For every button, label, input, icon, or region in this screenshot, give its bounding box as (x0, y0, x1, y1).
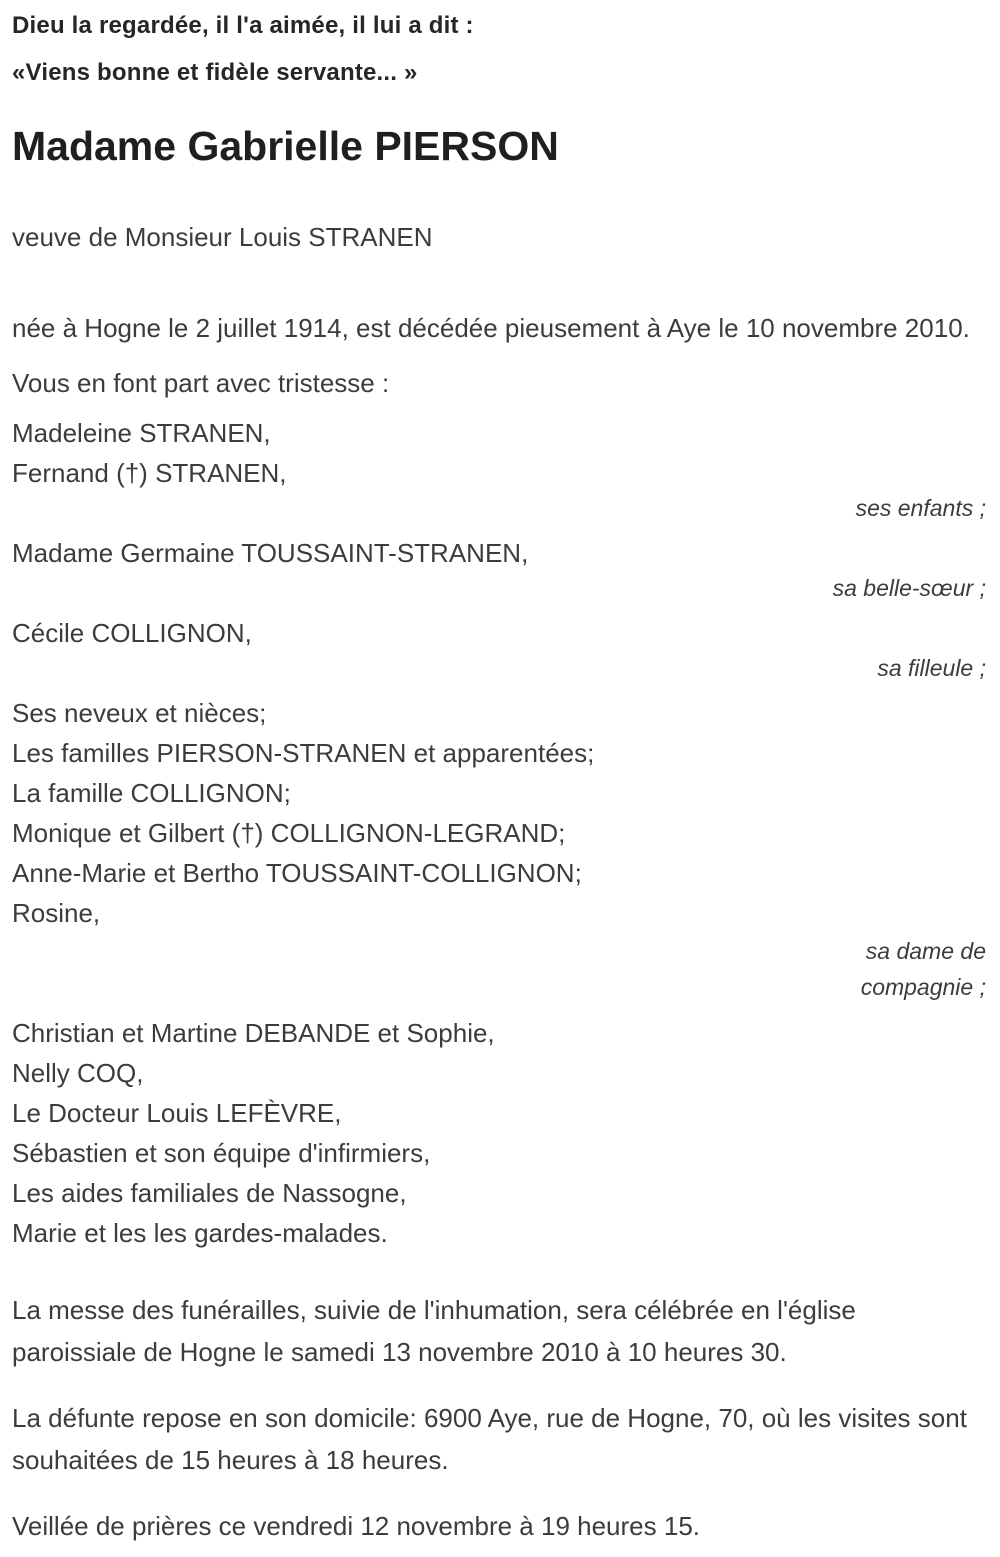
mourner-line-caregiver: Les aides familiales de Nassogne, (12, 1178, 407, 1208)
relation-label-children: ses enfants ; (855, 495, 986, 521)
repose-paragraph: La défunte repose en son domicile: 6900 Aye, rue de Hogne, 70, où les visites sont souhaitées de 15 heures à 18 heures. (12, 1403, 967, 1475)
mourner-line-family: Anne-Marie et Bertho TOUSSAINT-COLLIGNON; (12, 858, 582, 888)
mourners-list (12, 413, 986, 1253)
mourner-line-family: Monique et Gilbert (†) COLLIGNON-LEGRAND; (12, 818, 566, 848)
relation-label-goddaughter: sa filleule ; (877, 655, 986, 681)
mourner-line-family: Ses neveux et nièces; (12, 698, 267, 728)
relation-label-companion-line-2: compagnie ; (860, 974, 986, 1000)
mourner-line-family: La famille COLLIGNON; (12, 778, 291, 808)
mourner-line-goddaughter: Cécile COLLIGNON, (12, 618, 252, 648)
ceremonies-section (12, 1289, 986, 1547)
mourner-line-family: Rosine, (12, 898, 101, 928)
relation-label-companion-line-1: sa dame de (865, 938, 986, 964)
mourner-line-sister-in-law: Madame Germaine TOUSSAINT-STRANEN, (12, 538, 529, 568)
widow-line: veuve de Monsieur Louis STRANEN (12, 222, 433, 252)
mourner-line-child: Fernand (†) STRANEN, (12, 458, 287, 488)
announcement-intro: Vous en font part avec tristesse : (12, 368, 390, 398)
epigraph-line-2: «Viens bonne et fidèle servante... » (12, 59, 418, 86)
mourner-line-family: Les familles PIERSON-STRANEN et apparentées; (12, 738, 595, 768)
relation-label-sister-in-law: sa belle-sœur ; (832, 575, 986, 601)
epigraph-line-1: Dieu la regardée, il l'a aimée, il lui a dit : (12, 12, 474, 39)
mourner-line-caregiver: Sébastien et son équipe d'infirmiers, (12, 1138, 431, 1168)
relation-label-companion (12, 933, 986, 1005)
mourner-line-child: Madeleine STRANEN, (12, 418, 271, 448)
death-announcement: née à Hogne le 2 juillet 1914, est décédée pieusement à Aye le 10 novembre 2010. (12, 313, 970, 343)
mourner-line-caregiver: Christian et Martine DEBANDE et Sophie, (12, 1018, 495, 1048)
mourner-line-caregiver: Marie et les les gardes-malades. (12, 1218, 388, 1248)
deceased-name: Madame Gabrielle PIERSON (12, 123, 559, 169)
vigil-paragraph: Veillée de prières ce vendredi 12 novembre à 19 heures 15. (12, 1511, 700, 1541)
funeral-mass-paragraph: La messe des funérailles, suivie de l'inhumation, sera célébrée en l'église paroissiale de Hogne le samedi 13 novembre 2010 à 10 heures 30. (12, 1295, 856, 1367)
mourner-line-caregiver: Nelly COQ, (12, 1058, 144, 1088)
mourner-line-caregiver: Le Docteur Louis LEFÈVRE, (12, 1098, 342, 1128)
